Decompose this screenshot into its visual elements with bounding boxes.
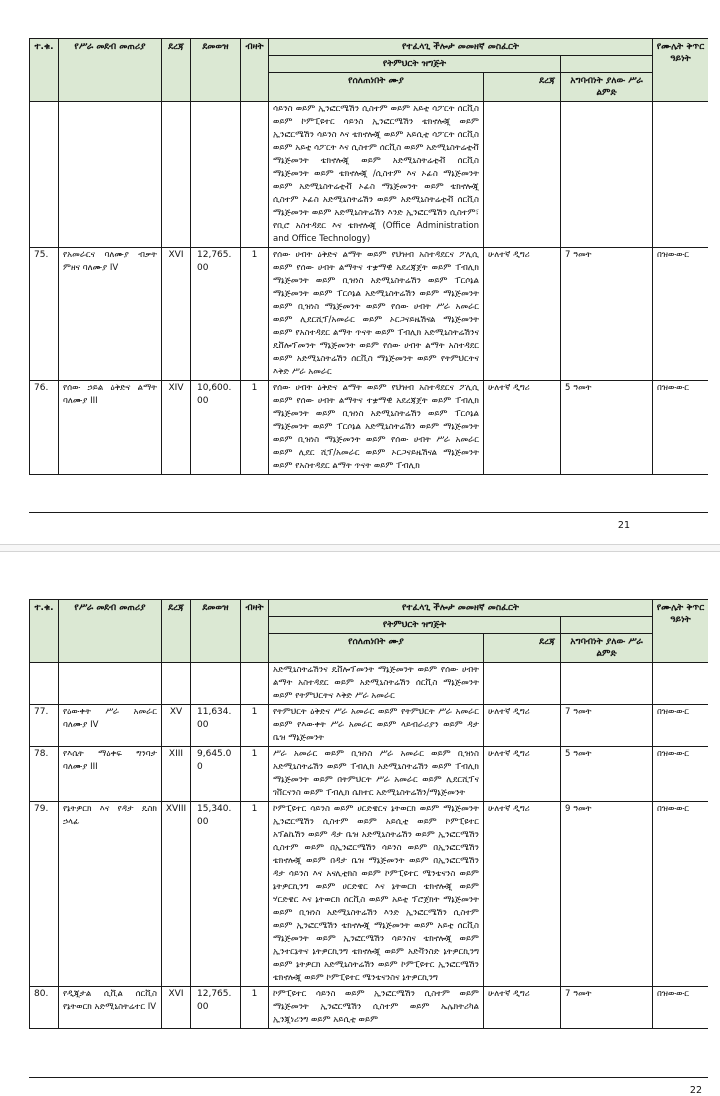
cell-serial: 80. [30,987,59,1029]
table-row-76 [30,381,709,475]
col-header-profession: የሰለጠነበት ሙያ [269,634,484,663]
cell-serial [30,102,59,248]
cell-profession: የሰው ሀብት ዕቅድና ልማት ወይም የህዝብ አስተዳደርና ፖሊሲ ወይም የሰው ሀብት ልማትና ተቋማዊ አደረጃጀት ወይም ፐብሊክ ማኔጅመንት ወይም ቢዝነስ አድሚኒስትሬሽን ወይም ፐርሶኔል ማኔጅመንት ወይም ፐርሶኔል አድሚኒስትሬሽን ወይም ማኔጅመንት ወይም ቢዝነስ ማኔጅመንት ወይም የሰው ሀብት ሥራ አመራር ወይም ሊደርሺፕ/አመራር ወይም ኦርጋናይዜሽናል ማኔጅመንት ወይም የአስተዳደር ልማት ጥናት ወይም ፐብሊክ አድሚኒስትሬሽንና ዴቨሎፕመንት ማኔጅመንት ወይም የሰው ሀብት ልማት አስተዳደር ወይም አድሚኒስትሬሽን ሰርቪስ ማኔጅመንት ወይም የትምህርትና እቅድ ሥራ አመራር [269,248,484,381]
cell-hire-type [653,663,709,705]
cell-grade: XV [162,705,191,747]
table-row-76-continued [30,663,709,705]
cell-experience: 5 ዓመት [561,747,653,802]
cell-serial [30,663,59,705]
cell-grade: XVIII [162,802,191,987]
page-number: 22 [689,1085,702,1096]
col-header-serial: ተ.ቁ. [30,600,59,663]
cell-degree: ሁለተኛ ዲግሪ [484,381,561,475]
col-header-edu-level: ደረጃ [484,634,561,663]
cell-hire-type: በዝውውር [653,747,709,802]
cell-experience [561,663,653,705]
cell-grade [162,663,191,705]
col-header-criteria: የተፈላጊ ችሎታ መመዘኛ መስፈርት [269,39,653,56]
cell-experience: 9 ዓመት [561,802,653,987]
cell-position-title: የአመራርና ባለሙያ ብቃት ምዘና ባለሙያ IV [59,248,162,381]
table-row-78 [30,747,709,802]
cell-count: 1 [241,987,269,1029]
cell-salary: 15,340.00 [191,802,241,987]
cell-profession: ሥራ አመራር ወይም ቢዝነስ ሥራ አመራር ወይም ቢዝነስ አድሚኒስትሬሽን ወይም ፐብሊክ አድሚኒስትሬሽን ወይም ፐብሊክ ማኔጅመንት ወይም በትምህርት ሥራ አመራር ወይም ሊደርሺፕና ገቨርናንስ ወይም ፐብሊክ ሴክተር አድሚኒስትሬሽን/ማኔጅመንት [269,747,484,802]
col-header-salary: ደመወዝ [191,39,241,102]
cell-position-title: የኔትዎርክ እና የዳታ ዴስክ ኃላፊ [59,802,162,987]
cell-serial: 78. [30,747,59,802]
cell-profession: የሰው ሀብት ዕቅድና ልማት ወይም የህዝብ አስተዳደርና ፖሊሲ ወይም የሰው ሀብት ልማትና ተቋማዊ አደረጃጀት ወይም ፐብሊክ ማኔጅመንት ወይም ቢዝነስ አድሚኒስትሬሽን ወይም ፐርሶኔል ማኔጅመንት ወይም ፐርሶኔል አድሚኒስትሬሽን ወይም ማኔጅመንት ወይም ቢዝነስ ማኔጅመንት ወይም የሰው ሀብት ሥራ አመራር ወይም ሊደር ሺፕ/አመራር ወይም ኦርጋናይዜሽናል ማኔጅመንት ወይም የአስተዳደር ልማት ጥናት ወይም ፐብሊክ [269,381,484,475]
cell-experience: 7 ዓመት [561,705,653,747]
col-header-count: ብዛት [241,600,269,663]
table-row-75 [30,248,709,381]
table-clip-region [29,38,708,513]
cell-serial: 79. [30,802,59,987]
cell-position-title: የሰው ኃይል ዕቅድና ልማት ባለሙያ III [59,381,162,475]
cell-degree: ሁለተኛ ዲግሪ [484,747,561,802]
cell-experience: 5 ዓመት [561,381,653,475]
cell-salary: 12,765.00 [191,248,241,381]
cell-salary [191,102,241,248]
cell-profession: ኮምፒዩተር ሳይንስ ወይም ሀርድዌርና ኔትወርክ ወይም ማኔጅመንት ኢንፎርሜሽን ሲስተም ወይም አይሲቲ ወይም ኮምፒዩተር አፕልኬሽን ወይም ዳታ ቤዝ አድሚኒስትሬሽን ወይም ኢንፎርሜሽን ሲስተም ወይም በኢንፎርሜሽን ሳይንስ ወይም በኢንፎርሜሽን ቴክኖሎጂ ወይም በዳታ ቤዝ ማኔጅመንት ወይም በኢንፎርሜሽን ዳታ ሳይንስ እና አናሊቲክስ ወይም ኮምፒዩተር ሜንቴናንስ ወይም ኔትዎርኪንግ ወይም ሀርድዌር እና ኔትወርክ ቴክኖሎጂ ወይም ሃርድዌር እና ኔትወርክ ሰርቪስ ወይም አይቲ ፕሮጀክት ማኔጅመንት ወይም ቢዝነስ አድሚኒስትሬሽን እንድ ኢንፎርሜሽን ሲስተም ወይም ኢንፎርሜሽን ቴክኖሎጂ ማኔጅመንት ወይም አይቲ ሰርቪስ ማኔጅመንት ወይም ኢንፎርሜሽን ሳይንስና ቴክኖሎጂ ወይም ኢንተርኔትና ኔትዎርኪንግ ቴክኖሎጂ ወይም አድቫንስድ ኔትዎርኪንግ ወይም ኔትዎርክ አድሚኒስትሬሽን ወይም ኮምፒዩተር ኢንፎርሜሽን ቴክኖሎጂ ወይም ኮምፒዩተር ሜንቴናንስና ኔትዎርኪንግ [269,802,484,987]
cell-count: 1 [241,248,269,381]
table-row-79 [30,802,709,987]
col-header-position: የሥራ መደብ መጠሪያ [59,39,162,102]
cell-degree: ሁለተኛ ዲግሪ [484,705,561,747]
cell-grade: XVI [162,987,191,1029]
vacancy-table [29,38,708,475]
cell-experience [561,102,653,248]
col-header-grade: ደረጃ [162,39,191,102]
cell-position-title: የእሴት ማዕቀፍ ግንባታ ባለሙያ III [59,747,162,802]
cell-hire-type [653,102,709,248]
cell-count: 1 [241,802,269,987]
cell-hire-type: በዝውውር [653,802,709,987]
cell-experience: 7 ዓመት [561,248,653,381]
cell-position-title [59,663,162,705]
cell-profession: ሳይንስ ወይም ኢንፎርሜሽን ሲስተም ወይም አይቲ ሳፖርት ሰርቪስ ወይም ኮምፒዩተር ሳይንስ ኢንፎርሜሽን ቴክኖሎጂ ወይም ኢንፎርሜሽን ሳይንስ እና ቴክኖሎጂ ወይም አይሲቲ ሳፖርት ሰርቪስ ወይም አይቲ ሳፖርት እና ሲስተም ሰርቪስ ወይም አድሚኒስትሬቲቭ ማኔጅመንት ቴክኖሎጂ ወይም አድሚኒስትሬቲቭ ሰርቪስ ማኔጅመንት ወይም ቴክኖሎጂ /ሲስተም እና ኦፊስ ማኔጅመንት ወይም አድሚኒስትሬቲቭ ኦፊስ ማኔጅመንት ወይም ቴክኖሎጂ ሲስተም ኦፊስ አድሚኒስትሬሽን ወይም አድሚኒስትሬቲቭ ሰርቪስ ማኔጅመንት ወይም አድሚኒስትሬሽን እንድ ኢንፎርሜሽን ሲስተም፣ የቢሮ አስተዳደር እና ቴክኖሎጂ (Office Administration and Office Technology) [269,102,484,248]
table-row-74-continued [30,102,709,248]
col-header-hire-type: የሙሌት ቅጥር ዓይነት [653,39,709,102]
cell-serial: 76. [30,381,59,475]
cell-degree: ሁለተኛ ዲግሪ [484,248,561,381]
cell-count: 1 [241,381,269,475]
cell-hire-type: በዝውውር [653,987,709,1029]
col-header-education-spacer [561,56,653,73]
col-header-serial: ተ.ቁ. [30,39,59,102]
cell-count [241,663,269,705]
cell-grade: XIV [162,381,191,475]
cell-grade: XIII [162,747,191,802]
cell-profession: ኮምፒዩተር ሳይንስ ወይም ኢንፎርሜሽን ሲስተም ወይም ማኔጅመንት ኢንፎርሜሽን ሲስተም ወይም ኤሌክትሪካል ኢንጂነሪንግ ወይም አይሲቲ ወይም [269,987,484,1029]
table-row-77 [30,705,709,747]
document-page-22 [0,551,720,1095]
cell-experience: 7 ዓመት [561,987,653,1029]
cell-profession: አድሚኒስትሬሽንና ዴቨሎፕመንት ማኔጅመንት ወይም የሰው ሀብት ልማት አስተዳደር ወይም አድሚኒስትሬሽን ሰርቪስ ማኔጅመንት ወይም የትምህርትና እቅድ ሥራ አመራር [269,663,484,705]
col-header-profession: የሰለጠነበት ሙያ [269,73,484,102]
cell-salary: 10,600.00 [191,381,241,475]
cell-count: 1 [241,747,269,802]
table-header [30,39,709,102]
cell-position-title: የዕውቀት ሥራ አመራር ባለሙያ IV [59,705,162,747]
cell-position-title: የዲጂታል ሲቪል ሰርቪስ የኔትወርክ አድሚኒስትሬተር IV [59,987,162,1029]
cell-degree: ሁለተኛ ዲግሪ [484,802,561,987]
cell-salary: 12,765.00 [191,987,241,1029]
col-header-position: የሥራ መደብ መጠሪያ [59,600,162,663]
table-header [30,600,709,663]
col-header-education: የትምህርት ዝግጅት [269,56,561,73]
cell-serial: 77. [30,705,59,747]
cell-salary: 11,634.00 [191,705,241,747]
col-header-experience: አግባብነት ያለው ሥራ ልምድ [561,634,653,663]
col-header-education: የትምህርት ዝግጅት [269,617,561,634]
table-clip-region [29,599,708,1078]
col-header-salary: ደመወዝ [191,600,241,663]
cell-profession: የትምህርት ዕቅድና ሥራ አመራር ወይም የትምህርት ሥራ አመራር ወይም የእውቀት ሥራ አመራር ወይም ላይብራሪያን ወይም ዳታ ቤዝ ማኔጅመንት [269,705,484,747]
col-header-experience: አግባብነት ያለው ሥራ ልምድ [561,73,653,102]
col-header-count: ብዛት [241,39,269,102]
cell-degree: ሁለተኛ ዲግሪ [484,987,561,1029]
col-header-education-spacer [561,617,653,634]
cell-degree [484,663,561,705]
col-header-grade: ደረጃ [162,600,191,663]
col-header-criteria: የተፈላጊ ችሎታ መመዘኛ መስፈርት [269,600,653,617]
cell-salary: 9,645.00 [191,747,241,802]
cell-hire-type: በዝውውር [653,705,709,747]
cell-grade [162,102,191,248]
cell-serial: 75. [30,248,59,381]
page-number: 21 [617,520,630,531]
vacancy-table [29,599,708,1029]
cell-degree [484,102,561,248]
document-page-21 [0,0,720,545]
col-header-hire-type: የሙሌት ቅጥር ዓይነት [653,600,709,663]
table-row-80 [30,987,709,1029]
cell-hire-type: በዝውውር [653,381,709,475]
cell-position-title [59,102,162,248]
col-header-edu-level: ደረጃ [484,73,561,102]
cell-salary [191,663,241,705]
cell-grade: XVI [162,248,191,381]
cell-count [241,102,269,248]
cell-count: 1 [241,705,269,747]
cell-hire-type: በዝውውር [653,248,709,381]
